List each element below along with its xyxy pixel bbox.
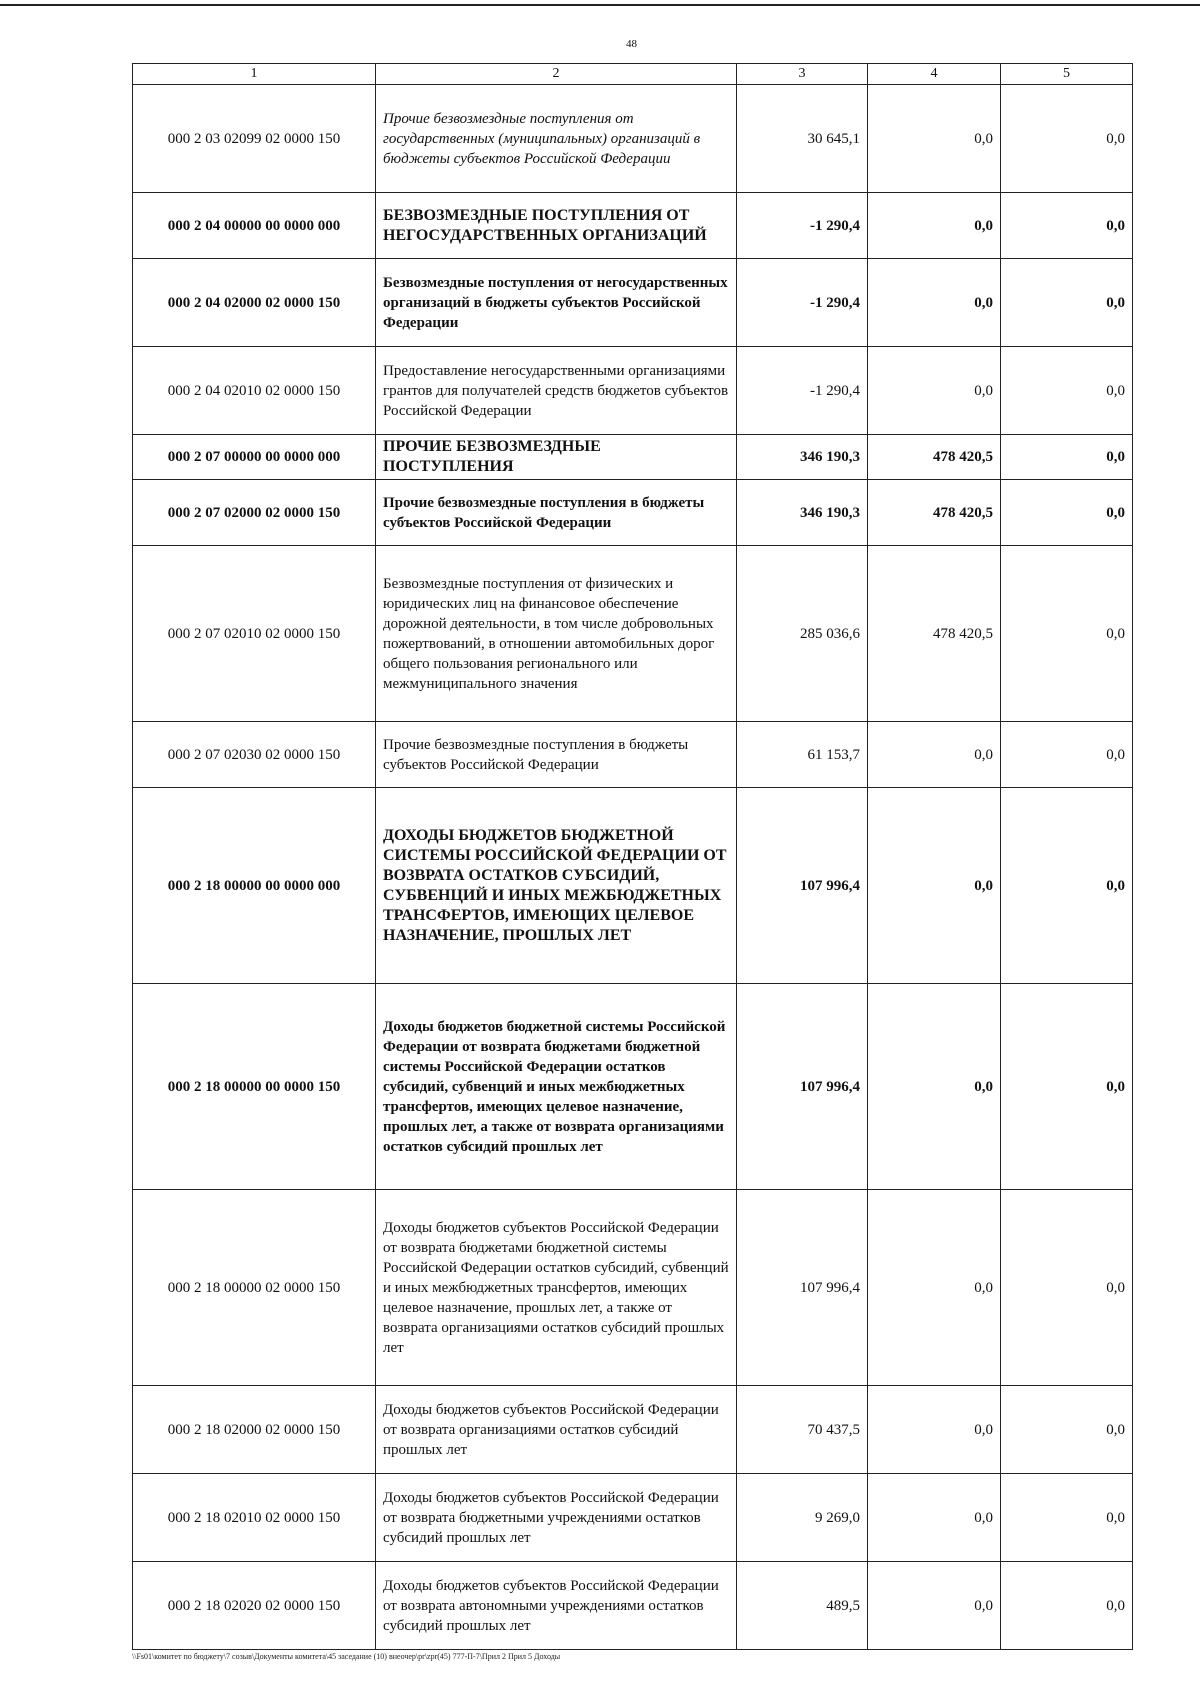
table-row — [133, 435, 1133, 480]
amount-col5: 0,0 — [1001, 85, 1133, 193]
table-row — [133, 722, 1133, 788]
revenue-name: Предоставление негосударственными организациями грантов для получателей средств бюджетов субъектов Российской Федерации — [376, 347, 737, 435]
revenue-name: Доходы бюджетов субъектов Российской Федерации от возврата автономными учреждениями остатков субсидий прошлых лет — [376, 1562, 737, 1650]
amount-col5: 0,0 — [1001, 984, 1133, 1190]
revenue-code: 000 2 07 02000 02 0000 150 — [133, 480, 376, 546]
amount-col5: 0,0 — [1001, 347, 1133, 435]
amount-col5: 0,0 — [1001, 722, 1133, 788]
revenue-name: Доходы бюджетов субъектов Российской Федерации от возврата бюджетными учреждениями остатков субсидий прошлых лет — [376, 1474, 737, 1562]
table-row — [133, 1386, 1133, 1474]
amount-col5: 0,0 — [1001, 193, 1133, 259]
amount-col3: 489,5 — [737, 1562, 868, 1650]
table-row — [133, 193, 1133, 259]
revenue-code: 000 2 04 00000 00 0000 000 — [133, 193, 376, 259]
table-body — [133, 85, 1133, 1650]
revenue-name: Доходы бюджетов субъектов Российской Федерации от возврата организациями остатков субсидий прошлых лет — [376, 1386, 737, 1474]
revenue-name: Безвозмездные поступления от физических и юридических лиц на финансовое обеспечение дорожной деятельности, в том числе добровольных пожертвований, в отношении автомобильных дорог общего пользования регионального или межмуниципального значения — [376, 546, 737, 722]
amount-col5: 0,0 — [1001, 546, 1133, 722]
table-row — [133, 1474, 1133, 1562]
amount-col4: 0,0 — [868, 788, 1001, 984]
amount-col5: 0,0 — [1001, 788, 1133, 984]
revenue-code: 000 2 18 02000 02 0000 150 — [133, 1386, 376, 1474]
amount-col3: 107 996,4 — [737, 788, 868, 984]
amount-col3: 61 153,7 — [737, 722, 868, 788]
amount-col4: 0,0 — [868, 259, 1001, 347]
table-row — [133, 480, 1133, 546]
amount-col4: 478 420,5 — [868, 435, 1001, 480]
amount-col3: 107 996,4 — [737, 1190, 868, 1386]
amount-col4: 0,0 — [868, 1386, 1001, 1474]
amount-col3: 30 645,1 — [737, 85, 868, 193]
column-number: 3 — [737, 64, 868, 85]
amount-col3: 346 190,3 — [737, 435, 868, 480]
amount-col5: 0,0 — [1001, 1386, 1133, 1474]
column-number: 1 — [133, 64, 376, 85]
column-number: 5 — [1001, 64, 1133, 85]
revenue-code: 000 2 07 02030 02 0000 150 — [133, 722, 376, 788]
revenue-name: Доходы бюджетов бюджетной системы Российской Федерации от возврата бюджетами бюджетной системы Российской Федерации остатков субсидий, субвенций и иных межбюджетных трансфертов, имеющих целевое назначение, прошлых лет, а также от возврата организациями остатков субсидий прошлых лет — [376, 984, 737, 1190]
revenue-code: 000 2 18 00000 00 0000 000 — [133, 788, 376, 984]
amount-col4: 0,0 — [868, 1190, 1001, 1386]
revenue-code: 000 2 07 02010 02 0000 150 — [133, 546, 376, 722]
table-row — [133, 259, 1133, 347]
amount-col4: 0,0 — [868, 1562, 1001, 1650]
amount-col4: 0,0 — [868, 984, 1001, 1190]
amount-col3: 285 036,6 — [737, 546, 868, 722]
amount-col4: 0,0 — [868, 193, 1001, 259]
amount-col3: 9 269,0 — [737, 1474, 868, 1562]
revenue-name: БЕЗВОЗМЕЗДНЫЕ ПОСТУПЛЕНИЯ ОТ НЕГОСУДАРСТВЕННЫХ ОРГАНИЗАЦИЙ — [376, 193, 737, 259]
revenue-code: 000 2 18 00000 00 0000 150 — [133, 984, 376, 1190]
amount-col5: 0,0 — [1001, 259, 1133, 347]
table-row — [133, 1562, 1133, 1650]
amount-col5: 0,0 — [1001, 480, 1133, 546]
revenue-name: Прочие безвозмездные поступления от государственных (муниципальных) организаций в бюджеты субъектов Российской Федерации — [376, 85, 737, 193]
table-row — [133, 546, 1133, 722]
revenue-name: Безвозмездные поступления от негосударственных организаций в бюджеты субъектов Российской Федерации — [376, 259, 737, 347]
column-number-row — [133, 64, 1133, 85]
amount-col3: -1 290,4 — [737, 259, 868, 347]
table-row — [133, 984, 1133, 1190]
top-rule — [0, 4, 1200, 6]
table-row — [133, 85, 1133, 193]
table-row — [133, 788, 1133, 984]
amount-col3: 70 437,5 — [737, 1386, 868, 1474]
amount-col5: 0,0 — [1001, 1190, 1133, 1386]
amount-col5: 0,0 — [1001, 1474, 1133, 1562]
revenue-code: 000 2 04 02000 02 0000 150 — [133, 259, 376, 347]
revenue-code: 000 2 04 02010 02 0000 150 — [133, 347, 376, 435]
revenue-code: 000 2 18 02010 02 0000 150 — [133, 1474, 376, 1562]
column-number: 2 — [376, 64, 737, 85]
revenue-name: Прочие безвозмездные поступления в бюджеты субъектов Российской Федерации — [376, 722, 737, 788]
page-number: 48 — [626, 38, 637, 50]
amount-col5: 0,0 — [1001, 435, 1133, 480]
column-number: 4 — [868, 64, 1001, 85]
amount-col4: 0,0 — [868, 347, 1001, 435]
revenue-table — [132, 63, 1133, 1650]
revenue-name: ДОХОДЫ БЮДЖЕТОВ БЮДЖЕТНОЙ СИСТЕМЫ РОССИЙСКОЙ ФЕДЕРАЦИИ ОТ ВОЗВРАТА ОСТАТКОВ СУБСИДИЙ, СУБВЕНЦИЙ И ИНЫХ МЕЖБЮДЖЕТНЫХ ТРАНСФЕРТОВ, ИМЕЮЩИХ ЦЕЛЕВОЕ НАЗНАЧЕНИЕ, ПРОШЛЫХ ЛЕТ — [376, 788, 737, 984]
table-row — [133, 347, 1133, 435]
amount-col4: 478 420,5 — [868, 480, 1001, 546]
file-path-footer: \\Fs01\комитет по бюджету\7 созыв\Документы комитета\45 заседание (10) внеочер\pr\zpr(45) 777-П-7\Прил 2 Прил 5 Доходы — [132, 1652, 561, 1661]
amount-col4: 0,0 — [868, 1474, 1001, 1562]
amount-col5: 0,0 — [1001, 1562, 1133, 1650]
revenue-code: 000 2 07 00000 00 0000 000 — [133, 435, 376, 480]
revenue-code: 000 2 18 02020 02 0000 150 — [133, 1562, 376, 1650]
amount-col4: 478 420,5 — [868, 546, 1001, 722]
table-row — [133, 1190, 1133, 1386]
revenue-code: 000 2 03 02099 02 0000 150 — [133, 85, 376, 193]
amount-col3: -1 290,4 — [737, 193, 868, 259]
revenue-name: Доходы бюджетов субъектов Российской Федерации от возврата бюджетами бюджетной системы Российской Федерации остатков субсидий, субвенций и иных межбюджетных трансфертов, имеющих целевое назначение, прошлых лет, а также от возврата организациями остатков субсидий прошлых лет — [376, 1190, 737, 1386]
amount-col4: 0,0 — [868, 722, 1001, 788]
amount-col3: 346 190,3 — [737, 480, 868, 546]
revenue-name: Прочие безвозмездные поступления в бюджеты субъектов Российской Федерации — [376, 480, 737, 546]
revenue-code: 000 2 18 00000 02 0000 150 — [133, 1190, 376, 1386]
amount-col3: -1 290,4 — [737, 347, 868, 435]
amount-col3: 107 996,4 — [737, 984, 868, 1190]
revenue-name: ПРОЧИЕ БЕЗВОЗМЕЗДНЫЕ ПОСТУПЛЕНИЯ — [376, 435, 737, 480]
amount-col4: 0,0 — [868, 85, 1001, 193]
